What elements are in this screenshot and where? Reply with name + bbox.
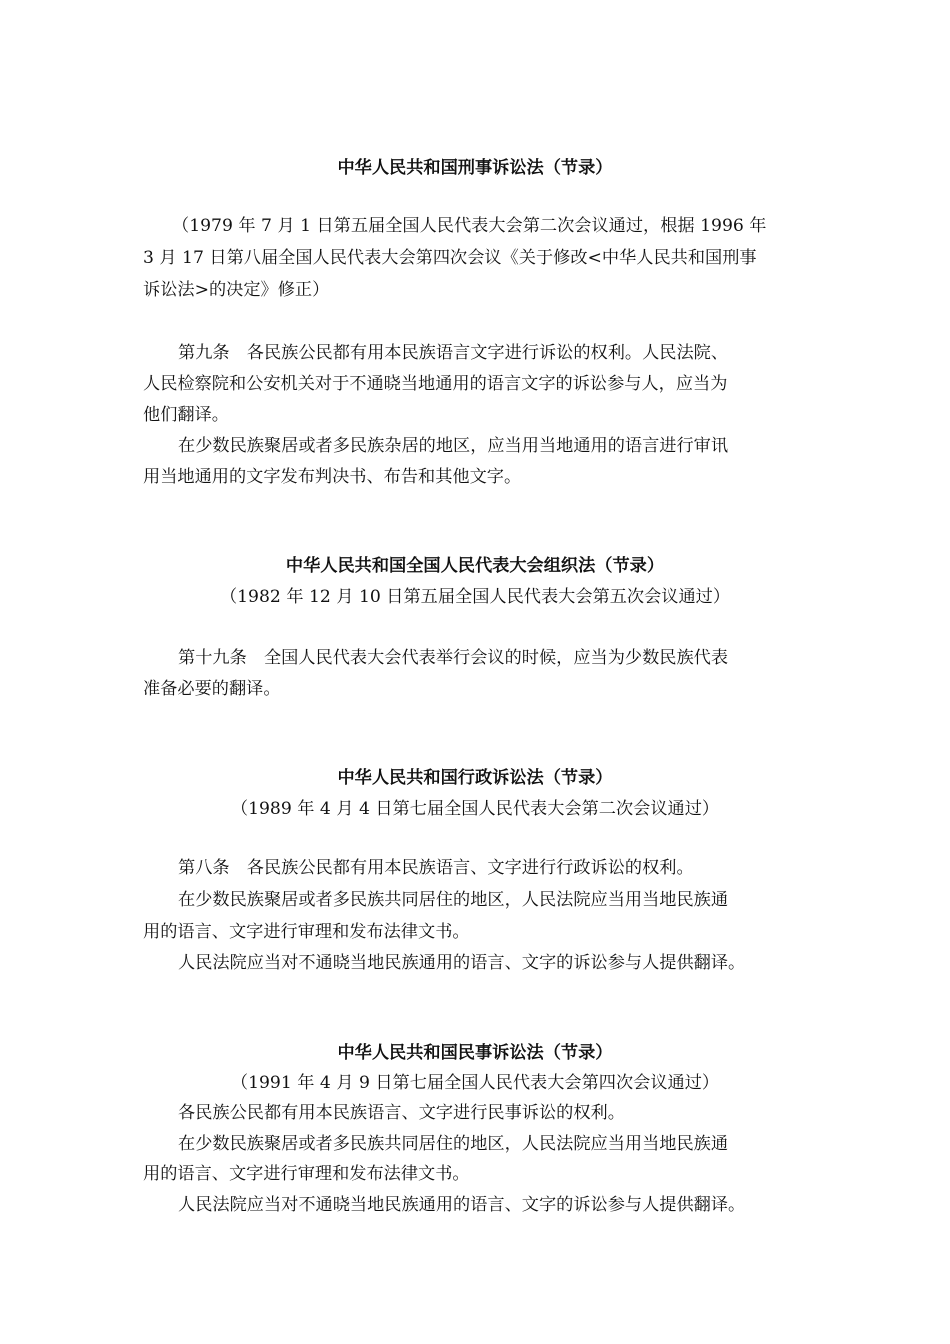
article-line: 第九条 各民族公民都有用本民族语言文字进行诉讼的权利。人民法院、 (178, 343, 729, 363)
section-note-line: （1979 年 7 月 1 日第五届全国人民代表大会第二次会议通过，根据 1996 年 (172, 216, 767, 236)
article-line: 第十九条 全国人民代表大会代表举行会议的时候，应当为少数民族代表 (178, 648, 729, 668)
section-note-line: （1989 年 4 月 4 日第七届全国人民代表大会第二次会议通过） (230, 799, 720, 819)
section-note-line: 诉讼法>的决定》修正） (143, 280, 330, 300)
section-note-line: （1982 年 12 月 10 日第五届全国人民代表大会第五次会议通过） (219, 587, 731, 607)
article-line: 第八条 各民族公民都有用本民族语言、文字进行行政诉讼的权利。 (178, 858, 694, 878)
section-title: 中华人民共和国民事诉讼法（节录） (337, 1043, 613, 1063)
section-title: 中华人民共和国全国人民代表大会组织法（节录） (285, 556, 665, 576)
article-line: 各民族公民都有用本民族语言、文字进行民事诉讼的权利。 (178, 1103, 625, 1123)
article-line: 在少数民族聚居或者多民族共同居住的地区，人民法院应当用当地民族通 (178, 1134, 729, 1154)
section-title: 中华人民共和国行政诉讼法（节录） (337, 768, 613, 788)
article-line: 人民法院应当对不通晓当地民族通用的语言、文字的诉讼参与人提供翻译。 (178, 1195, 746, 1215)
article-line: 用的语言、文字进行审理和发布法律文书。 (143, 922, 470, 942)
article-line: 在少数民族聚居或者多民族杂居的地区，应当用当地通用的语言进行审讯 (178, 436, 729, 456)
section-note-line: （1991 年 4 月 9 日第七届全国人民代表大会第四次会议通过） (230, 1073, 720, 1093)
article-line: 人民法院应当对不通晓当地民族通用的语言、文字的诉讼参与人提供翻译。 (178, 953, 746, 973)
section-title: 中华人民共和国刑事诉讼法（节录） (337, 158, 613, 178)
article-line: 他们翻译。 (143, 405, 229, 425)
article-line: 在少数民族聚居或者多民族共同居住的地区，人民法院应当用当地民族通 (178, 890, 729, 910)
article-line: 人民检察院和公安机关对于不通晓当地通用的语言文字的诉讼参与人，应当为 (143, 374, 728, 394)
section-note-line: 3 月 17 日第八届全国人民代表大会第四次会议《关于修改<中华人民共和国刑事 (143, 248, 757, 268)
article-line: 用的语言、文字进行审理和发布法律文书。 (143, 1164, 470, 1184)
article-line: 准备必要的翻译。 (143, 679, 281, 699)
article-line: 用当地通用的文字发布判决书、布告和其他文字。 (143, 467, 522, 487)
